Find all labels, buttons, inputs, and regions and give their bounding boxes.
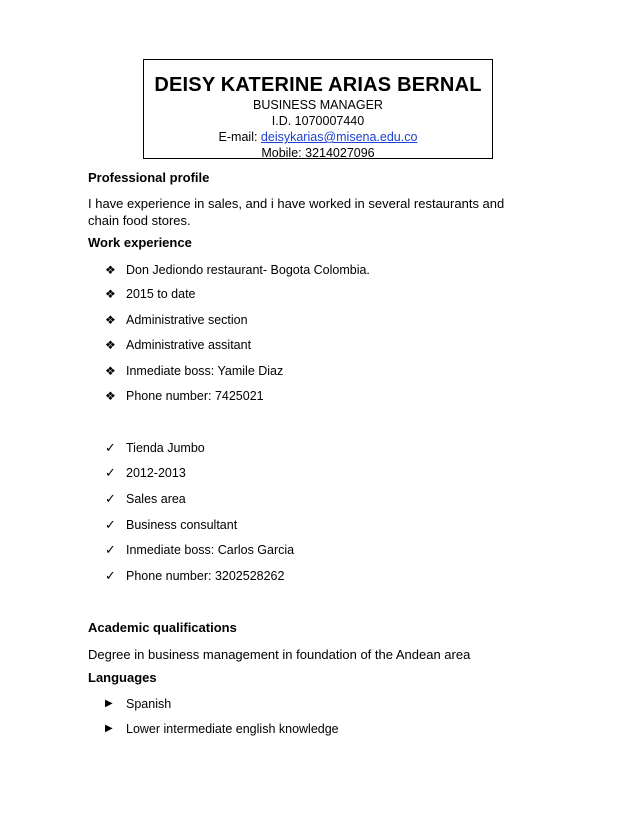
diamond-bullet-icon: ❖ — [105, 364, 116, 378]
diamond-bullet-icon: ❖ — [105, 313, 116, 327]
academic-heading: Academic qualifications — [88, 620, 237, 635]
list-item: ✓ Sales area — [105, 491, 186, 506]
profile-heading: Professional profile — [88, 170, 210, 185]
list-item: ✓ Business consultant — [105, 517, 238, 532]
academic-text: Degree in business management in foundation of the Andean area — [88, 647, 471, 662]
list-item: ✓ 2012-2013 — [105, 465, 186, 480]
list-item: ❖ Phone number: 7425021 — [105, 389, 264, 403]
profile-text: I have experience in sales, and i have worked in several restaurants and chain food stores. — [88, 196, 505, 228]
diamond-bullet-icon: ❖ — [105, 287, 116, 301]
email-link[interactable]: deisykarias@misena.edu.co — [260, 130, 418, 144]
email-label: E-mail: — [218, 130, 261, 144]
checkmark-icon: ✓ — [105, 568, 116, 583]
diamond-bullet-icon: ❖ — [105, 263, 116, 277]
header-box — [143, 59, 493, 159]
list-item: ❖ Inmediate boss: Yamile Diaz — [105, 364, 284, 378]
mobile-number: Mobile: 3214027096 — [261, 146, 375, 160]
checkmark-icon: ✓ — [105, 542, 116, 557]
candidate-name: DEISY KATERINE ARIAS BERNAL — [154, 74, 482, 96]
checkmark-icon: ✓ — [105, 491, 116, 506]
list-item: ✓ Inmediate boss: Carlos Garcia — [105, 542, 295, 557]
list-item: ▶ Lower intermediate english knowledge — [105, 722, 339, 736]
work-heading: Work experience — [88, 235, 192, 250]
diamond-bullet-icon: ❖ — [105, 389, 116, 403]
languages-heading: Languages — [88, 670, 157, 685]
list-item: ❖ Don Jediondo restaurant- Bogota Colombia. — [105, 263, 370, 277]
list-item: ✓ Tienda Jumbo — [105, 440, 205, 455]
job-title: BUSINESS MANAGER — [253, 98, 383, 112]
list-item: ❖ Administrative section — [105, 313, 248, 327]
list-item: ▶ Spanish — [105, 697, 172, 711]
triangle-right-icon: ▶ — [105, 723, 113, 734]
id-number: I.D. 1070007440 — [271, 114, 365, 128]
triangle-right-icon: ▶ — [105, 698, 113, 709]
diamond-bullet-icon: ❖ — [105, 338, 116, 352]
list-item: ❖ Administrative assitant — [105, 338, 252, 352]
list-item: ❖ 2015 to date — [105, 287, 196, 301]
checkmark-icon: ✓ — [105, 517, 116, 532]
email-line — [144, 129, 492, 145]
checkmark-icon: ✓ — [105, 465, 116, 480]
checkmark-icon: ✓ — [105, 440, 116, 455]
list-item: ✓ Phone number: 3202528262 — [105, 568, 285, 583]
